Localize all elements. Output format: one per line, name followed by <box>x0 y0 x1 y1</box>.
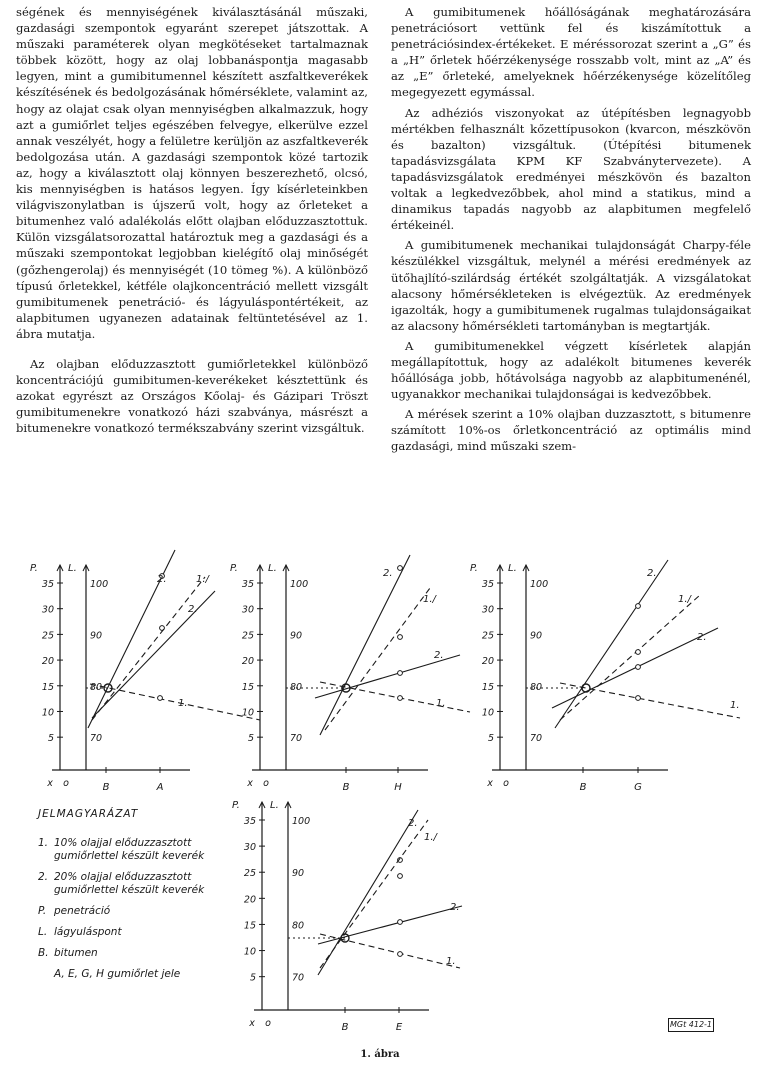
legend-item <box>38 905 238 918</box>
legend-item <box>38 926 238 939</box>
series-label: 1./ <box>424 832 437 843</box>
rubber-grind-label: E <box>395 1022 403 1033</box>
data-point <box>636 665 641 670</box>
legend-text: 20% olajjal előduzzasztott gumiőrlettel készült keverék <box>54 871 205 896</box>
p-tick-label: 5 <box>487 733 494 745</box>
l-tick-label: 80 <box>292 920 305 932</box>
p-tick-label: 5 <box>47 733 54 745</box>
legend-key: L. <box>38 926 48 938</box>
l-tick-label: 100 <box>292 816 311 827</box>
p-tick-label: 10 <box>241 707 254 719</box>
series-label: 1. <box>436 698 446 709</box>
series-label: 1./ <box>678 594 691 605</box>
p-tick-label: 35 <box>481 579 494 590</box>
data-point <box>398 671 403 676</box>
p-tick-label: 20 <box>241 656 254 668</box>
series-line-dashed <box>560 683 740 718</box>
p-tick-label: 30 <box>243 842 256 854</box>
series-label: 2. <box>697 632 707 643</box>
legend-item <box>38 968 238 981</box>
diagram-panel-h <box>252 555 470 773</box>
l-tick-label: 90 <box>90 630 103 642</box>
legend-key: 2. <box>38 871 49 883</box>
data-point <box>398 920 403 925</box>
p-axis-label: P. <box>30 563 38 574</box>
data-point <box>636 696 641 701</box>
legend-item <box>38 947 238 960</box>
paragraph: Az olajban előduzzasztott gumiőrletekkel különböző koncentrációjú gumibitumen-keverékeket késztettünk és azokat egyrészt az Országos Kőolaj- és Gázipari Tröszt gumibitumenekre vonatkozó házi szabványa, másrészt a bitumenekre vonatkozó termékszabvány szerint vizsgáltuk. <box>16 356 368 436</box>
p-tick-label: 25 <box>241 630 254 642</box>
series-label: 1./ <box>196 574 209 585</box>
l-tick-label: 70 <box>530 733 543 745</box>
origin-label: o <box>503 778 509 789</box>
legend-item <box>38 837 238 863</box>
series-label: 1./ <box>423 594 436 605</box>
p-tick-label: 20 <box>481 656 494 668</box>
paragraph: A gumibitumenek hőállóságának meghatározására penetrációsort vettünk fel és kiszámítottuk a penetrációsindex-értékeket. E méréssorozat szerint a „G” és a „H” őrletek hőérzékenysége rosszabb volt, mint az „A” és az „E” őrleteké, amelyeknek hőérzékenysége közelítőleg megegyezett egymással. <box>391 5 751 100</box>
x-axis-label: x <box>47 778 53 789</box>
p-tick-label: 25 <box>481 630 494 642</box>
l-tick-label: 90 <box>530 630 543 642</box>
x-axis-label: x <box>249 1018 255 1029</box>
p-tick-label: 30 <box>481 604 494 616</box>
origin-label: o <box>263 778 269 789</box>
bitumen-label: B <box>102 782 110 793</box>
series-label: 2. <box>647 568 657 579</box>
series-label: 1. <box>178 698 188 709</box>
l-tick-label: 90 <box>292 868 305 880</box>
p-tick-label: 15 <box>243 920 256 932</box>
figure-caption: 1. ábra <box>360 1049 400 1060</box>
figure-legend <box>38 808 238 989</box>
origin-label: o <box>63 778 69 789</box>
l-tick-label: 100 <box>290 579 309 590</box>
series-line-solid <box>552 628 718 708</box>
data-point <box>398 566 403 571</box>
l-axis-label: L. <box>508 563 517 574</box>
l-tick-label: 100 <box>90 579 109 590</box>
l-axis-label: L. <box>270 800 279 811</box>
paragraph: A gumibitumenekkel végzett kísérletek alapján megállapítottuk, hogy az adalékolt bitumenes keverék hőállósága jobb, hőtávolsága nagyobb az alapbitumenénél, ugyanakkor mechanikai tulajdonságai is kedvezőbbek. <box>391 338 751 402</box>
paragraph: ségének és mennyiségének kiválasztásánál műszaki, gazdasági szempontok egyaránt szerepet játszottak. A műszaki paraméterek olyan megkötéseket tartalmaznak többek között, hogy az olaj lobbanáspontja magasabb legyen, mint a gumibitumennel készített aszfaltkeverékek készítésének és bedolgozásának hőmérséklete, valamint az, hogy az olajat csak olyan mennyiségben alkalmazzuk, hogy azt a gumiőrlet teljes egészében felvegye, elkerülve ezzel annak veszélyét, hogy a felületre kerüljön az aszfaltkeverék bedolgozása után. A gazdasági szempontok közé tartozik az, hogy a kiválasztott olaj könnyen beszerezhető, olcsó, kis mennyiségben is hatásos legyen. Így kísérleteinkben világviszonylatban is újszerű volt, hogy az őrleteket a bitumenhez való adalékolás előtt olajban előduzzasztottuk. Külön vizsgálatsorozattal határoztuk meg a gazdasági és a műszaki szempontokat legjobban kielégítő olaj minőségét (gőzhengerolaj) és mennyiségét (10 tömeg %). A különböző típusú őrletekkel, kétféle olajkoncentráció mellett vizsgált gumibitumenek penetráció- és lágyuláspontértékeit, az alapbitumen ugyanezen adatainak feltüntetésével az 1. ábra mutatja. <box>16 5 368 341</box>
series-label: 2. <box>408 818 418 829</box>
l-tick-label: 80 <box>530 681 543 693</box>
diagram-panel-a <box>52 550 260 773</box>
p-tick-label: 20 <box>243 894 256 906</box>
p-tick-label: 15 <box>241 681 254 693</box>
series-line-solid <box>555 560 668 728</box>
data-point <box>398 874 403 879</box>
legend-title: JELMAGYARÁZAT <box>38 808 139 820</box>
l-tick-label: 70 <box>90 733 103 745</box>
origin-label: o <box>265 1018 271 1029</box>
legend-text: bitumen <box>54 947 98 959</box>
p-axis-label: P. <box>230 563 238 574</box>
p-tick-label: 20 <box>41 656 54 668</box>
paragraph: A mérések szerint a 10% olajban duzzasztott, s bitumenre számított 10%-os őrletkoncentráció az optimális mind gazdasági, mind műszaki szem- <box>391 407 751 454</box>
bitumen-label: B <box>342 782 350 793</box>
l-tick-label: 90 <box>290 630 303 642</box>
p-tick-label: 35 <box>243 816 256 827</box>
p-tick-label: 35 <box>41 579 54 590</box>
p-axis-label: P. <box>232 800 240 811</box>
p-tick-label: 10 <box>41 707 54 719</box>
p-tick-label: 15 <box>481 681 494 693</box>
p-tick-label: 25 <box>243 868 256 880</box>
data-point <box>636 650 641 655</box>
series-line-dashed <box>325 588 430 730</box>
legend-key: P. <box>38 905 47 917</box>
data-point <box>398 696 403 701</box>
rubber-grind-label: G <box>634 782 642 793</box>
series-line-solid <box>320 555 410 735</box>
p-axis-label: P. <box>470 563 478 574</box>
l-tick-label: 100 <box>530 579 549 590</box>
series-label: 2. <box>434 650 444 661</box>
data-point <box>398 952 403 957</box>
right-text-column <box>391 4 751 459</box>
l-tick-label: 70 <box>290 733 303 745</box>
series-label: 1. <box>446 956 456 967</box>
p-tick-label: 25 <box>41 630 54 642</box>
bitumen-label: B <box>341 1022 349 1033</box>
l-tick-label: 70 <box>292 972 305 984</box>
series-line-solid <box>315 655 460 698</box>
series-label: 2. <box>157 574 167 585</box>
l-axis-label: L. <box>268 563 277 574</box>
rubber-grind-label: A <box>156 782 164 793</box>
p-tick-label: 30 <box>41 604 54 616</box>
legend-key: 1. <box>38 837 49 849</box>
left-text-column <box>16 4 368 440</box>
p-tick-label: 5 <box>247 733 254 745</box>
bitumen-label: B <box>579 782 587 793</box>
rubber-grind-label: H <box>394 782 402 793</box>
series-label: 1. <box>730 700 740 711</box>
legend-item <box>38 871 238 897</box>
p-tick-label: 5 <box>249 972 256 984</box>
l-tick-label: 80 <box>290 681 303 693</box>
p-tick-label: 15 <box>41 681 54 693</box>
paragraph: Az adhéziós viszonyokat az útépítésben legnagyobb mértékben felhasznált kőzettípusokon (kvarcon, mészkövön és bazalton) vizsgáltuk. (Útépítési bitumenek tapadásvizsgálata KPM KF Szabványtervezete). A tapadásvizsgálatok eredményei mészkövön és bazalton voltak a legkedvezőbbek, ahol mind a statikus, mind a dinamikus tapadás nagyobb az alapbitumen megfelelő értékeinél. <box>391 105 751 233</box>
series-line-dashed <box>560 595 700 720</box>
figure-1 <box>0 540 760 1070</box>
series-line-dashed <box>92 577 205 720</box>
data-point <box>398 635 403 640</box>
series-line-dashed <box>320 820 428 968</box>
l-tick-label: 80 <box>90 681 103 693</box>
series-label: 2. <box>383 568 393 579</box>
data-point <box>158 696 163 701</box>
legend-key <box>38 968 54 981</box>
p-tick-label: 10 <box>243 946 256 958</box>
legend-key: B. <box>38 947 49 959</box>
legend-text: lágyuláspont <box>54 926 122 938</box>
figure-stamp: MGt 412-1 <box>668 1018 714 1032</box>
legend-text: 10% olajjal előduzzasztott gumiőrlettel készült keverék <box>54 837 205 862</box>
x-axis-label: x <box>487 778 493 789</box>
x-axis-label: x <box>247 778 253 789</box>
p-tick-label: 10 <box>481 707 494 719</box>
paragraph: A gumibitumenek mechanikai tulajdonságát Charpy-féle készülékkel vizsgáltuk, melynél a mérési eredmények az ütőhajlító-szilárdság értékét szolgáltatják. A vizsgálatokat alacsony hőmérsékleteken is elvégeztük. Az eredmények igazolták, hogy a gumibitumenek rugalmas tulajdonságaikat az alacsony hőmérsékleti tartományban is megtartják. <box>391 238 751 333</box>
p-tick-label: 30 <box>241 604 254 616</box>
data-point <box>636 604 641 609</box>
legend-text: penetráció <box>54 905 111 917</box>
legend-text: A, E, G, H gumiőrlet jele <box>54 968 181 980</box>
series-line-dashed <box>90 681 260 720</box>
l-axis-label: L. <box>68 563 77 574</box>
series-label: 2. <box>188 604 198 615</box>
series-label: 2. <box>450 902 460 913</box>
p-tick-label: 35 <box>241 579 254 590</box>
